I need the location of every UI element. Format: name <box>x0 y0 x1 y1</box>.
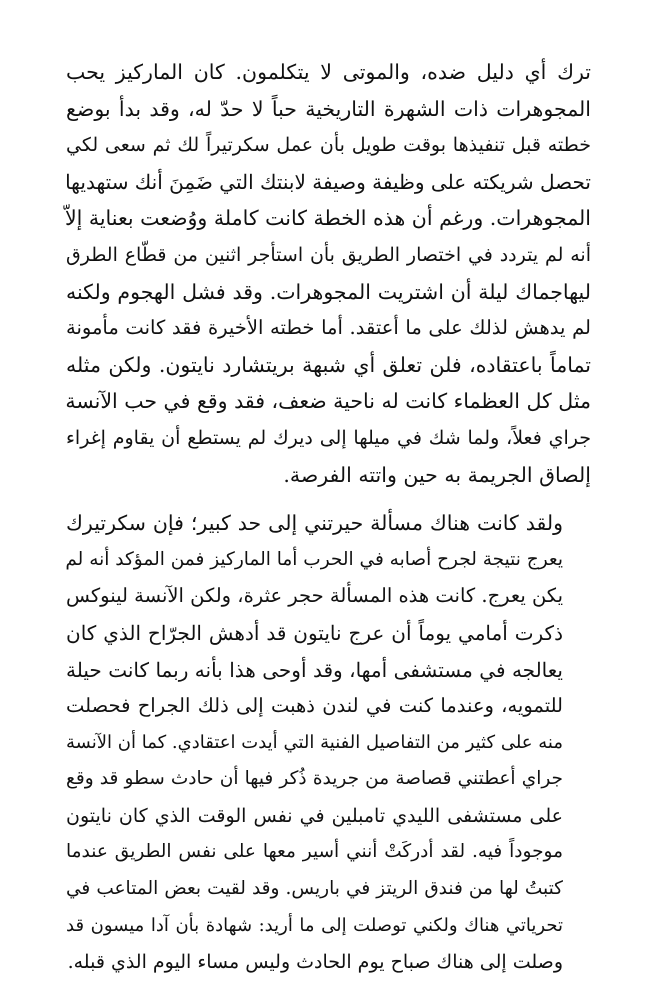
text-line: يكن يعرج. كانت هذه المسألة حجر عثرة، ولكن الآنسة لينوكس <box>65 584 563 608</box>
text-line: المجوهرات. ورغم أن هذه الخطة كانت كاملة ووُضعت بعناية إلاّ <box>64 206 591 231</box>
text-line: لم يدهش لذلك على ما أعتقد. أما خطته الأخيرة فقد كانت مأمونة <box>66 316 591 340</box>
paragraph-2 <box>66 505 591 981</box>
text-line: أنه لم يتردد في اختصار الطريق بأن استأجر اثنين من قطّاع الطرق <box>66 243 591 266</box>
paragraph-1 <box>66 54 591 493</box>
text-line: يعالجه في مستشفى أمها، وقد أوحى هذا بأنه ربما كانت حيلة <box>66 657 563 682</box>
text-line: مثل كل العظماء كانت له ناحية ضعف، فقد وقع في حب الآنسة <box>65 389 591 414</box>
text-line: للتمويه، وعندما كنت في لندن ذهبت إلى ذلك الجراح فحصلت <box>66 694 563 718</box>
text-line: ولقد كانت هناك مسألة حيرتني إلى حد كبير؛ فإن سكرتيرك <box>66 511 563 536</box>
text-line: كتبتُ لها من فندق الريتز في باريس. وقد لقيت بعض المتاعب في <box>66 878 563 900</box>
text-line: تماماً باعتقاده، فلن تعلق أي شبهة بريتشارد نايتون. ولكن مثله <box>66 352 591 377</box>
text-line: المجوهرات ذات الشهرة التاريخية حباً لا حدّ له، وقد بدأ بوضع <box>66 96 591 121</box>
text-line: وصلت إلى هناك صباح يوم الحادث وليس مساء اليوم الذي قبله. <box>67 951 563 974</box>
text-line: جراي فعلاً، ولما شك في ميلها إلى ديرك لم يستطع أن يقاوم إغراء <box>66 426 591 449</box>
text-line: ترك أي دليل ضده، والموتى لا يتكلمون. كان الماركيز يحب <box>66 60 591 84</box>
text-line: يعرج نتيجة لجرح أصابه في الحرب أما الماركيز فمن المؤكد أنه لم <box>65 548 563 570</box>
text-line: إلصاق الجريمة به حين واتته الفرصة. <box>283 462 591 487</box>
text-line: جراي أعطتني قصاصة من جريدة ذُكر فيها أن حادث سطو قد وقع <box>66 768 563 790</box>
text-line: منه على كثير من التفاصيل الفنية التي أيدت اعتقادي. كما أن الآنسة <box>66 731 563 753</box>
text-line: ليهاجماك ليلة أن اشتريت المجوهرات. وقد فشل الهجوم ولكنه <box>66 279 591 304</box>
text-line: موجوداً فيه. لقد أدركَتْ أنني أسير معها على نفس الطريق عندما <box>66 841 563 863</box>
text-line: ذكرت أمامي يوماً أن عرج نايتون قد أدهش الجرّاح الذي كان <box>66 620 563 645</box>
text-line: تحصل شريكته على وظيفة وصيفة لابنتك التي ضَمِنَ أنك ستهديها <box>65 169 591 194</box>
text-line: تحرياتي هناك ولكني توصلت إلى ما أريد: شهادة بأن آدا ميسون قد <box>66 914 563 936</box>
text-line: على مستشفى الليدي تامبلين في نفس الوقت الذي كان نايتون <box>66 804 563 827</box>
text-line: خطته قبل تنفيذها بوقت طويل بأن عمل سكرتيراً لك ثم سعى لكي <box>66 134 591 157</box>
